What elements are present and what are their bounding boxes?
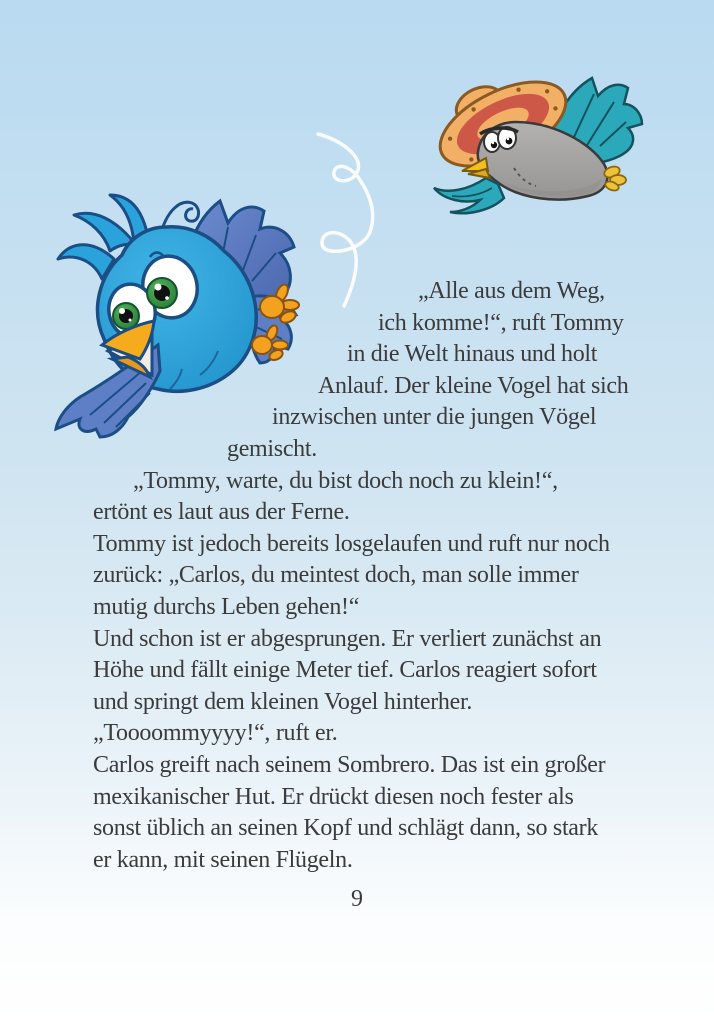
story-line: gemischt. (227, 435, 317, 462)
story-line: Und schon ist er abgesprungen. Er verliert zunächst an (93, 625, 602, 652)
story-line: inzwischen unter die jungen Vögel (272, 404, 597, 431)
story-line: mexikanischer Hut. Er drückt diesen noch fester als (93, 783, 574, 810)
carlos-bird-illustration (428, 72, 644, 220)
carlos-lower-wing (434, 178, 504, 213)
story-line: in die Welt hinaus und holt (347, 341, 598, 368)
story-line: „Toooommyyyy!“, ruft er. (93, 720, 338, 747)
story-line: ertönt es laut aus der Ferne. (93, 499, 350, 526)
story-line: Tommy ist jedoch bereits losgelaufen und ruft nur noch (93, 530, 610, 557)
story-line: zurück: „Carlos, du meintest doch, man solle immer (93, 562, 579, 589)
story-line: und springt dem kleinen Vogel hinterher. (93, 688, 473, 715)
story-line: er kann, mit seinen Flügeln. (93, 846, 353, 873)
story-line: mutig durchs Leben gehen!“ (93, 593, 360, 620)
story-line: Höhe und fällt einige Meter tief. Carlos reagiert sofort (93, 657, 597, 684)
story-text (0, 276, 714, 876)
story-line: „Alle aus dem Weg, (418, 278, 605, 304)
story-line: sonst üblich an seinen Kopf und schlägt dann, so stark (93, 815, 599, 842)
story-line: Carlos greift nach seinem Sombrero. Das ist ein großer (93, 751, 606, 778)
page-number: 9 (351, 886, 363, 912)
story-line: ich komme!“, ruft Tommy (378, 309, 624, 336)
story-line: Anlauf. Der kleine Vogel hat sich (318, 372, 629, 399)
story-line: „Tommy, warte, du bist doch noch zu klein!“, (133, 467, 558, 494)
